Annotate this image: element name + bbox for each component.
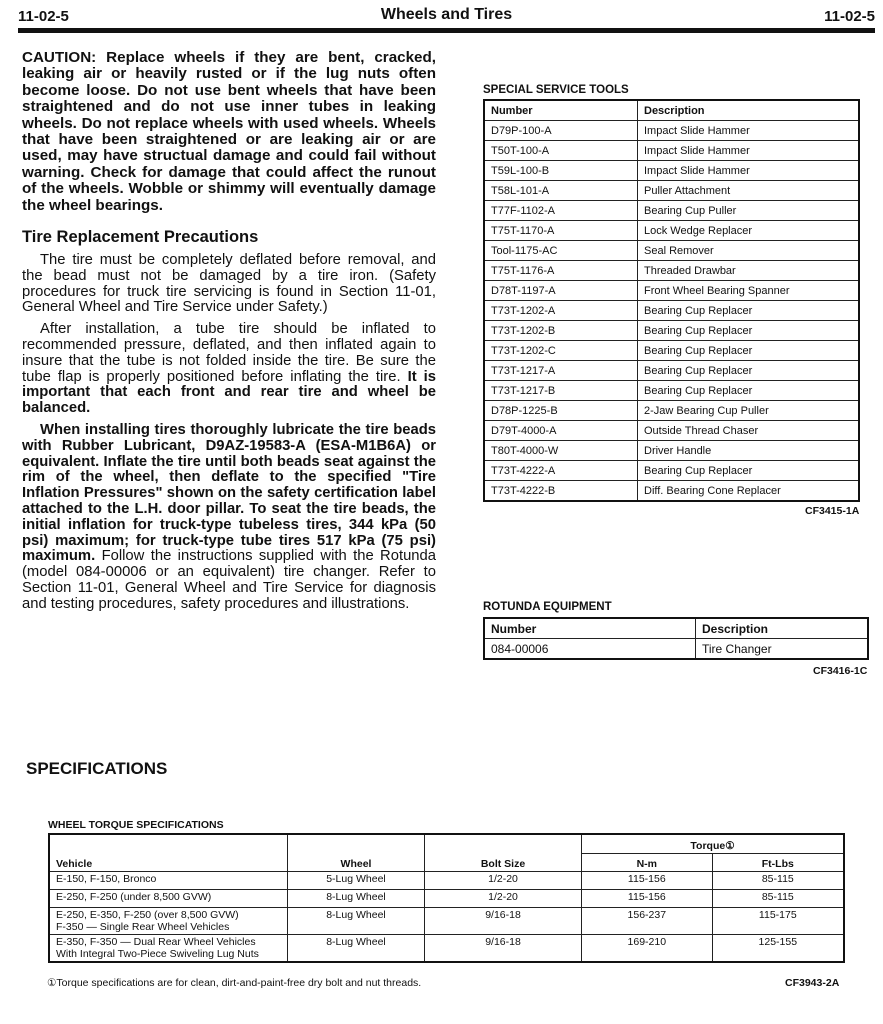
paragraph-2-text: After installation, a tube tire should be inflated to recommended pressure, deflated, and then inflated again to insure that the tube is not folded inside the tire. Be sure the tube flap is properly positioned before inflating the tire.	[22, 321, 436, 385]
rotunda-title: ROTUNDA EQUIPMENT	[483, 601, 612, 613]
column-header-nm: N-m	[582, 853, 713, 872]
table-row	[484, 639, 868, 660]
specifications-heading: SPECIFICATIONS	[26, 759, 168, 778]
cell-bolt-size: 9/16-18	[425, 908, 582, 935]
cell-description: Threaded Drawbar	[638, 261, 860, 281]
paragraph-2	[22, 322, 436, 417]
cell-number: T73T-4222-B	[484, 481, 638, 502]
vehicle-line: E-250, F-250 (under 8,500 GVW)	[56, 891, 212, 903]
cell-number: T75T-1170-A	[484, 221, 638, 241]
rotunda-table	[483, 617, 869, 660]
cell-number: T73T-4222-A	[484, 461, 638, 481]
cell-vehicle	[49, 890, 288, 908]
column-header-number: Number	[484, 100, 638, 121]
cell-number: T73T-1202-B	[484, 321, 638, 341]
paragraph-3-bold: When installing tires thoroughly lubricate the tire beads with Rubber Lubricant, D9AZ-19583-A (ESA-M1B6A) or equivalent. Inflate the tire until both beads seat against the rim of the wheel, then deflate to the specified "Tire Inflation Pressures" shown on the safety certification label attached to the L.H. door pillar. To seat the tire beads, the initial inflation for truck-type tubeless tires, 344 kPa (50 psi) maximum; for truck-type tube tires 517 kPa (75 psi) maximum.	[22, 422, 436, 565]
cell-description: Bearing Cup Replacer	[638, 301, 860, 321]
cell-number: T50T-100-A	[484, 141, 638, 161]
table-row	[484, 321, 859, 341]
page-number-right: 11-02-5	[824, 8, 875, 25]
cell-description: Bearing Cup Replacer	[638, 361, 860, 381]
table-row	[49, 908, 844, 935]
wheel-torque-body	[49, 872, 844, 963]
special-tools-title: SPECIAL SERVICE TOOLS	[483, 84, 629, 96]
cell-number: T75T-1176-A	[484, 261, 638, 281]
vehicle-line: E-250, E-350, F-250 (over 8,500 GVW)	[56, 909, 239, 921]
cell-number: T58L-101-A	[484, 181, 638, 201]
cell-description: Impact Slide Hammer	[638, 161, 860, 181]
cell-description: Bearing Cup Replacer	[638, 461, 860, 481]
cell-vehicle	[49, 935, 288, 963]
cell-number: D78P-1225-B	[484, 401, 638, 421]
page-number-left: 11-02-5	[18, 8, 69, 25]
cell-number: 084-00006	[484, 639, 696, 660]
cell-description: Puller Attachment	[638, 181, 860, 201]
paragraph-3-text: Follow the instructions supplied with the Rotunda (model 084-00006 or an equivalent) tire changer. Refer to Section 11-01, General Wheel and Tire Service for diagnosis and testing procedures, safety procedures and illustrations.	[22, 548, 436, 612]
caution-text: CAUTION: Replace wheels if they are bent, cracked, leaking air or heavily rusted or if the lug nuts often become loose. Do not use bent wheels that have been straightened and do not use inner tubes in leaking wheels. Do not replace wheels with used wheels. Wheels that have been straightened or are leaking air or are used, may have structual damage and could fail without warning. Check for damage that could affect the runout of the wheels. Wobble or shimmy will eventually damage the wheel bearings.	[22, 49, 436, 214]
cell-number: T73T-1217-A	[484, 361, 638, 381]
table-row	[484, 181, 859, 201]
wheel-torque-table	[48, 833, 845, 963]
footnote: ①Torque specifications are for clean, dirt-and-paint-free dry bolt and nut threads.	[47, 977, 422, 989]
column-header-number: Number	[484, 618, 696, 639]
column-header-description: Description	[638, 100, 860, 121]
cell-nm: 115-156	[582, 872, 713, 890]
table-row	[484, 341, 859, 361]
cell-description: Outside Thread Chaser	[638, 421, 860, 441]
table-row	[484, 121, 859, 141]
cell-number: T73T-1217-B	[484, 381, 638, 401]
cell-number: T77F-1102-A	[484, 201, 638, 221]
special-tools-table	[483, 99, 860, 502]
column-header-bolt-size: Bolt Size	[425, 834, 582, 872]
table-row	[49, 935, 844, 963]
table-row	[484, 421, 859, 441]
cell-nm: 115-156	[582, 890, 713, 908]
left-column	[22, 50, 436, 619]
table-header-row	[49, 834, 844, 853]
cell-ftlbs: 115-175	[712, 908, 844, 935]
cell-number: T73T-1202-C	[484, 341, 638, 361]
vehicle-line-2: F-350 — Single Rear Wheel Vehicles	[56, 921, 230, 933]
cell-description: Lock Wedge Replacer	[638, 221, 860, 241]
column-header-wheel: Wheel	[288, 834, 425, 872]
cell-bolt-size: 1/2-20	[425, 872, 582, 890]
table-row	[484, 281, 859, 301]
table-row	[484, 381, 859, 401]
special-tools-body	[484, 121, 859, 502]
cell-number: T59L-100-B	[484, 161, 638, 181]
cell-description: Front Wheel Bearing Spanner	[638, 281, 860, 301]
page-title: Wheels and Tires	[380, 6, 513, 23]
cell-description: Seal Remover	[638, 241, 860, 261]
cell-bolt-size: 9/16-18	[425, 935, 582, 963]
table-row	[49, 872, 844, 890]
cell-nm: 156-237	[582, 908, 713, 935]
cell-wheel: 8-Lug Wheel	[288, 935, 425, 963]
table-row	[484, 221, 859, 241]
column-header-torque: Torque①	[582, 834, 845, 853]
paragraph-1: The tire must be completely deflated before removal, and the bead must not be damaged by a tire iron. (Safety procedures for truck tire servicing is found in Section 11-01, General Wheel and Tire Service under Safety.)	[22, 252, 436, 316]
column-header-description: Description	[696, 618, 869, 639]
table-row	[484, 261, 859, 281]
section-title: Tire Replacement Precautions	[22, 228, 259, 247]
vehicle-line: E-150, F-150, Bronco	[56, 873, 157, 885]
cell-number: D79T-4000-A	[484, 421, 638, 441]
page-header	[18, 4, 875, 33]
cell-vehicle	[49, 908, 288, 935]
figure-code: CF3415-1A	[805, 505, 860, 517]
cell-description: Bearing Cup Puller	[638, 201, 860, 221]
cell-description: Impact Slide Hammer	[638, 121, 860, 141]
cell-description: Bearing Cup Replacer	[638, 321, 860, 341]
cell-bolt-size: 1/2-20	[425, 890, 582, 908]
cell-description: Bearing Cup Replacer	[638, 341, 860, 361]
vehicle-line-2: With Integral Two-Piece Swiveling Lug Nuts	[56, 948, 259, 960]
cell-wheel: 5-Lug Wheel	[288, 872, 425, 890]
figure-code: CF3416-1C	[813, 665, 868, 677]
table-row	[484, 461, 859, 481]
column-header-ftlbs: Ft-Lbs	[712, 853, 844, 872]
table-header-row	[484, 100, 859, 121]
vehicle-line: E-350, F-350 — Dual Rear Wheel Vehicles	[56, 936, 256, 948]
figure-code: CF3943-2A	[785, 977, 840, 989]
table-row	[484, 481, 859, 502]
cell-number: D78T-1197-A	[484, 281, 638, 301]
cell-wheel: 8-Lug Wheel	[288, 890, 425, 908]
wheel-torque-title: WHEEL TORQUE SPECIFICATIONS	[48, 819, 224, 831]
table-row	[484, 441, 859, 461]
table-row	[484, 161, 859, 181]
table-row	[484, 201, 859, 221]
cell-number: T80T-4000-W	[484, 441, 638, 461]
paragraph-2-bold: It is important that each front and rear tire and wheel be balanced.	[22, 368, 436, 417]
cell-number: D79P-100-A	[484, 121, 638, 141]
cell-description: Bearing Cup Replacer	[638, 381, 860, 401]
table-row	[484, 241, 859, 261]
table-row	[484, 361, 859, 381]
cell-ftlbs: 125-155	[712, 935, 844, 963]
cell-ftlbs: 85-115	[712, 890, 844, 908]
table-row	[484, 141, 859, 161]
column-header-vehicle: Vehicle	[49, 834, 288, 872]
cell-wheel: 8-Lug Wheel	[288, 908, 425, 935]
cell-number: Tool-1175-AC	[484, 241, 638, 261]
cell-vehicle	[49, 872, 288, 890]
paragraph-3	[22, 423, 436, 613]
cell-description: 2-Jaw Bearing Cup Puller	[638, 401, 860, 421]
cell-description: Diff. Bearing Cone Replacer	[638, 481, 860, 502]
table-header-row	[484, 618, 868, 639]
cell-description: Tire Changer	[696, 639, 869, 660]
cell-number: T73T-1202-A	[484, 301, 638, 321]
cell-nm: 169-210	[582, 935, 713, 963]
table-row	[484, 401, 859, 421]
table-row	[49, 890, 844, 908]
table-row	[484, 301, 859, 321]
cell-description: Driver Handle	[638, 441, 860, 461]
cell-description: Impact Slide Hammer	[638, 141, 860, 161]
cell-ftlbs: 85-115	[712, 872, 844, 890]
